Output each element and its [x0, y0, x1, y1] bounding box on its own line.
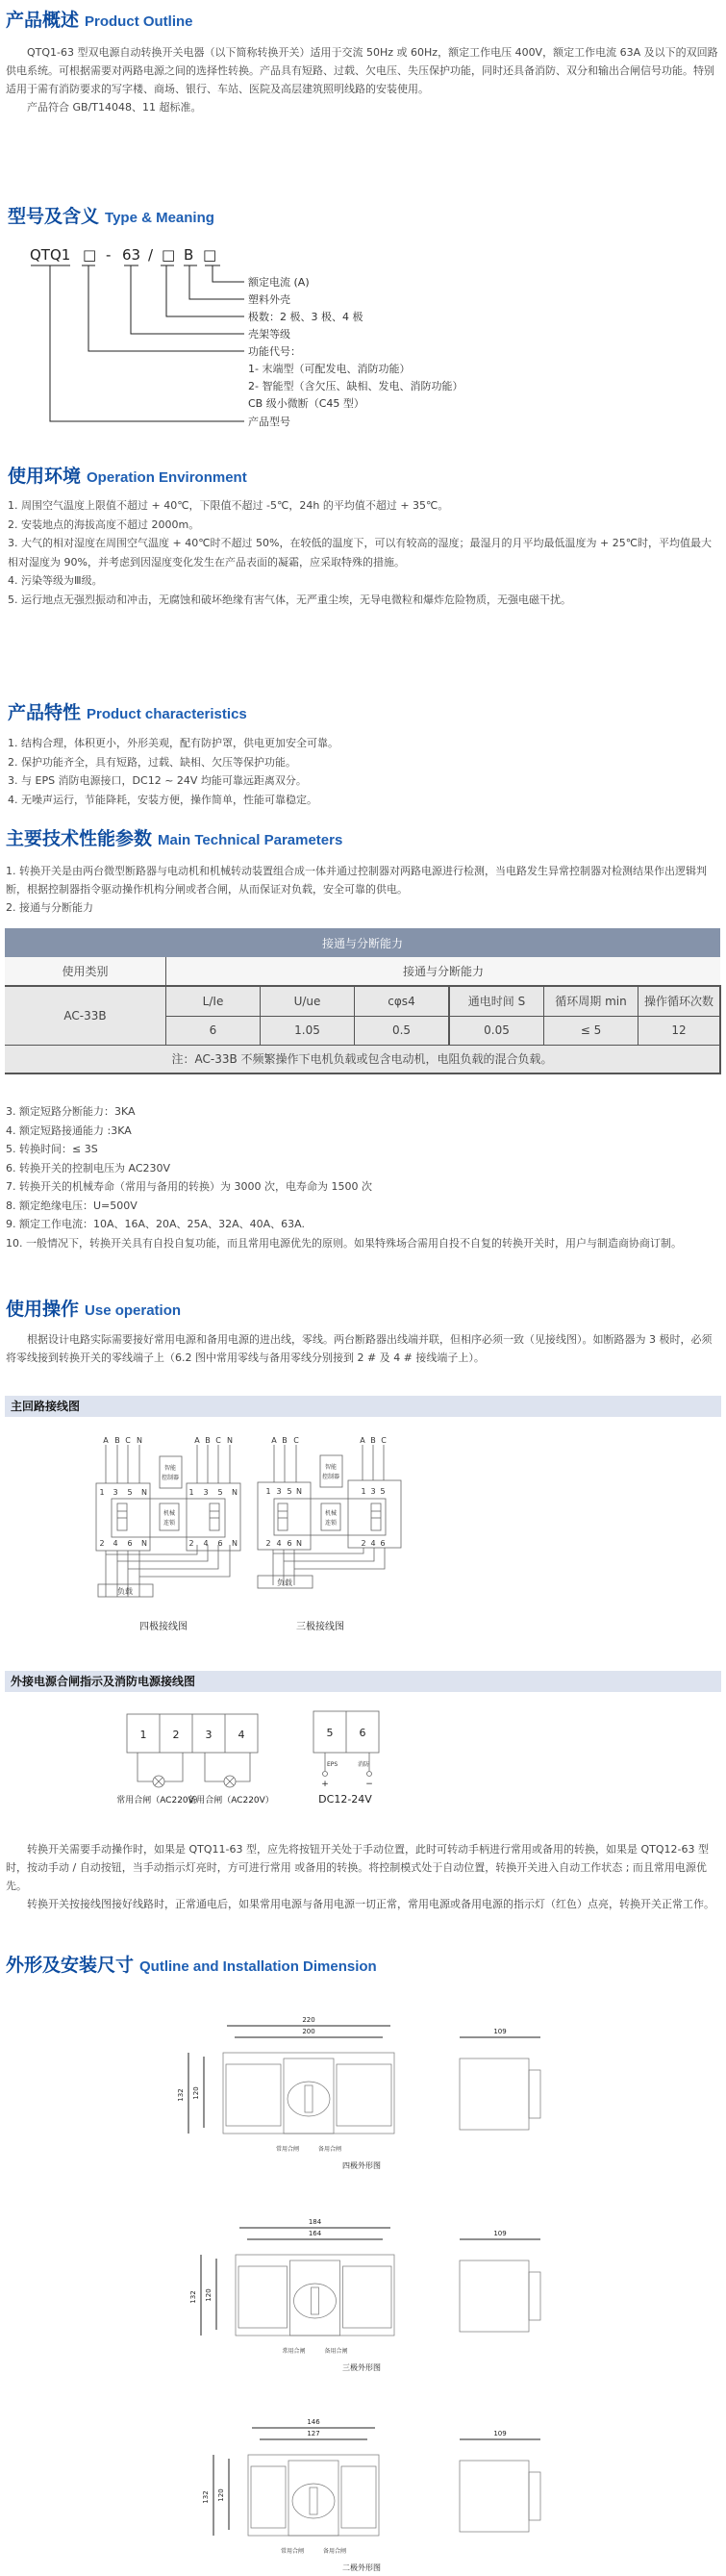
- section-title: [6, 824, 720, 850]
- phase-label: B: [282, 1436, 288, 1445]
- terminal-label: 5: [287, 1487, 292, 1496]
- table-header-cell: U/ue: [261, 986, 355, 1016]
- meaning-text: 功能代号：: [248, 345, 301, 358]
- terminal-label: 6: [287, 1539, 292, 1548]
- interlock-label: 连锁: [324, 1520, 338, 1527]
- phase-label: B: [114, 1436, 120, 1445]
- eps-label: EPS: [327, 1761, 338, 1768]
- controller-label: 控制器: [161, 1475, 180, 1481]
- dimension-drawings: [0, 1982, 726, 2576]
- section-environment: [8, 462, 722, 609]
- title-cn: 外形及安装尺寸: [6, 1955, 135, 1976]
- table-header-cell: 操作循环次数: [638, 986, 721, 1016]
- meaning-text: 壳架等级: [248, 328, 290, 341]
- controller-box: [320, 1455, 342, 1487]
- code-part: /: [148, 246, 154, 264]
- title-en: Product Outline: [85, 13, 193, 30]
- dimension-width: 220: [302, 2016, 315, 2024]
- table-note: 注：AC-33B 不频繁操作下电机负载或包含电动机，电阻负载的混合负载。: [5, 1045, 720, 1073]
- code-part: □: [162, 246, 176, 264]
- type-code-diagram: [0, 240, 500, 442]
- drawing-caption: 二极外形图: [342, 2563, 381, 2572]
- label-backup: 备用合闸: [317, 2146, 342, 2153]
- terminal-label: 3: [113, 1488, 118, 1497]
- operation-notes: [6, 1840, 720, 1913]
- phase-label: A: [360, 1436, 365, 1445]
- technical-item: 7. 转换开关的机械寿命（常用与备用的转换）为 3000 次，电寿命为 1500 次: [6, 1180, 372, 1193]
- operator-module: [288, 2461, 338, 2536]
- outline-standard: 产品符合 GB/T14048、11 超标准。: [27, 101, 202, 114]
- meaning-text: 产品型号: [248, 416, 290, 428]
- side-view-handle: [529, 2070, 540, 2118]
- dc-voltage-label: DC12-24V: [318, 1793, 372, 1806]
- handle-dial: [292, 2484, 335, 2518]
- label-common: 常用合闸: [282, 2348, 306, 2355]
- terminal-label: 5: [217, 1488, 223, 1497]
- environment-item: 3. 大气的相对湿度在周围空气温度 + 40℃时不超过 50%，在较低的温度下，可以有较高的湿度；最湿月的月平均最低温度为 + 25℃时，平均值最大相对湿度为 90%，并考虑到因湿度变化发生在产品表面的凝霜，应采取特殊的措施。: [8, 537, 713, 568]
- title-cn: 产品概述: [6, 10, 80, 31]
- section-title: [6, 6, 720, 32]
- switch-body: [223, 2053, 394, 2134]
- title-en: Operation Environment: [87, 469, 247, 486]
- terminal-label: N: [232, 1488, 238, 1497]
- terminal-label: N: [296, 1487, 302, 1496]
- technical-item: 10. 一般情况下，转换开关具有自投自复功能，而且常用电源优先的原则。如果特殊场合需用自投不自复的转换开关时，用户与制造商协商订制。: [6, 1236, 682, 1250]
- phase-label: N: [227, 1436, 233, 1445]
- characteristic-item: 1. 结构合理，体积更小，外形美观，配有防护罩，供电更加安全可靠。: [8, 737, 338, 749]
- dimension-width: 146: [307, 2418, 320, 2426]
- outline-paragraph: QTQ1-63 型双电源自动转换开关电器（以下简称转换开关）适用于交流 50Hz 或 60Hz，额定工作电压 400V，额定工作电流 63A 及以下的双回路供电系统。可根据需要对两路电源之间的选择性转换。产品具有短路、过载、欠电压、失压保护功能，同时还具备消防、双分和输出合闸信号功能。特别适用于需有消防要求的写字楼、商场、银行、车站、医院及高层建筑照明线路的安装使用。: [6, 46, 718, 95]
- terminal-number: 4: [238, 1729, 245, 1741]
- title-cn: 使用环境: [8, 466, 82, 487]
- environment-item: 5. 运行地点无强烈振动和冲击，无腐蚀和破坏绝缘有害气体，无严重尘埃，无导电微粒和爆炸危险物质，无强电磁干扰。: [8, 593, 571, 606]
- technical-item: 6. 转换开关的控制电压为 AC230V: [6, 1161, 171, 1174]
- operator-module: [284, 2058, 334, 2134]
- side-view-body: [460, 2058, 529, 2130]
- terminal-label: N: [296, 1539, 302, 1548]
- terminal-label: 4: [113, 1539, 118, 1548]
- operation-paragraph: 转换开关按接线图接好线路时，正常通电后，如果常用电源与备用电源一切正常，常用电源或备用电源的指示灯（红色）点亮，转换开关正常工作。: [27, 1898, 714, 1910]
- label-common: 常用合闸: [275, 2146, 300, 2153]
- leader-lines: [31, 265, 244, 421]
- phase-label: B: [205, 1436, 211, 1445]
- lamp-label-backup: 备用合闸（AC220V）: [188, 1796, 274, 1806]
- interlock-label: 连锁: [163, 1520, 176, 1527]
- terminal-number: 1: [139, 1729, 147, 1741]
- breaking-capacity-table: [5, 928, 721, 1074]
- operation-paragraph: 转换开关需要手动操作时，如果是 QTQ11-63 型，应先将按钮开关处于手动位置，此时可转动手柄进行常用或备用的转换，如果是 QTQ12-63 型时，按动手动 / 自动按钮，当手动指示灯亮时，方可进行常用 或备用的转换。将控制模式处于自动位置，转换开关进入自动工作状态 ; 而且常用电源优先。: [6, 1843, 709, 1892]
- label-backup: 备用合闸: [322, 2548, 347, 2555]
- code-part: B: [184, 246, 194, 264]
- title-cn: 产品特性: [8, 702, 82, 723]
- technical-item: 4. 额定短路接通能力 :3KA: [6, 1124, 132, 1137]
- terminal-label: 1: [361, 1487, 366, 1496]
- drawing-caption: 三极外形图: [342, 2363, 381, 2372]
- dimension-mount: 127: [307, 2430, 320, 2437]
- handle-icon: [312, 2287, 319, 2314]
- controller-label: 智能: [324, 1464, 338, 1471]
- environment-item: 1. 周围空气温度上限值不超过 + 40℃，下限值不超过 -5℃，24h 的平均值不超过 + 35℃。: [8, 499, 449, 512]
- characteristic-item: 2. 保护功能齐全，具有短路，过载、缺相、欠压等保护功能。: [8, 755, 296, 769]
- phase-label: B: [370, 1436, 376, 1445]
- drawing-caption: 四极外形图: [342, 2161, 381, 2170]
- operator-module: [290, 2260, 340, 2336]
- operation-paragraph: 根据设计电路实际需要接好常用电源和备用电源的进出线，零线。两台断路器出线端并联，但相序必须一致（见接线图）。如断路器为 3 极时，必须将零线接到转换开关的零线端子上（6.2 图中常用零线与备用零线分别接到 2 # 及 4 # 接线端子上）。: [6, 1333, 713, 1364]
- terminal-label: 4: [203, 1539, 209, 1548]
- dimension-depth: 109: [493, 2230, 507, 2237]
- section-type: [8, 202, 722, 228]
- side-view-body: [460, 2461, 529, 2532]
- meaning-text: CB 级小微断（C45 型）: [248, 397, 364, 410]
- handle-dial: [294, 2284, 337, 2318]
- characteristic-item: 4. 无噪声运行，节能降耗，安装方便，操作简单，性能可靠稳定。: [8, 793, 317, 806]
- plus-sign: +: [321, 1780, 329, 1789]
- terminal-label: 3: [276, 1487, 282, 1496]
- handle-dial: [288, 2082, 330, 2116]
- title-en: Use operation: [85, 1302, 182, 1319]
- dimension-depth: 109: [493, 2028, 507, 2035]
- terminal-label: 2: [265, 1539, 271, 1548]
- terminal-label: 1: [265, 1487, 271, 1496]
- technical-item: 9. 额定工作电流：10A、16A、20A、25A、32A、40A、63A.: [6, 1218, 305, 1230]
- terminal-label: 1: [188, 1488, 194, 1497]
- phase-label: C: [293, 1436, 299, 1445]
- label-backup: 备用合闸: [324, 2348, 348, 2355]
- interlock-label: 机械: [163, 1510, 176, 1517]
- phase-label: C: [381, 1436, 387, 1445]
- terminal-number: 6: [359, 1727, 366, 1739]
- breaker-backup: [341, 2466, 376, 2528]
- code-part: 63: [122, 246, 141, 264]
- section-title: [6, 1951, 720, 1977]
- dimension-width: 184: [308, 2218, 322, 2226]
- interlock-label: 机械: [324, 1510, 338, 1517]
- terminal-label: 6: [217, 1539, 223, 1548]
- title-en: Main Technical Parameters: [158, 832, 343, 848]
- title-cn: 主要技术性能参数: [6, 828, 153, 849]
- phase-label: A: [271, 1436, 277, 1445]
- dimension-mount-height: 120: [217, 2488, 225, 2502]
- terminal-label: 3: [203, 1488, 209, 1497]
- title-en: Product characteristics: [87, 706, 247, 722]
- table-value-cell: 12: [638, 1016, 721, 1045]
- section-outline: [6, 6, 720, 116]
- code-part: QTQ1: [30, 246, 71, 264]
- controller-label: 控制器: [321, 1474, 340, 1480]
- dimension-mount-height: 120: [205, 2288, 213, 2302]
- side-view-body: [460, 2260, 529, 2332]
- terminal-label: N: [141, 1539, 147, 1548]
- section-title: [6, 1295, 720, 1321]
- section-technical: [6, 824, 720, 917]
- terminal-label: 2: [99, 1539, 105, 1548]
- title-en: Qutline and Installation Dimension: [139, 1958, 377, 1975]
- table-header-cell: cφs4: [355, 986, 450, 1016]
- category-cell: AC-33B: [5, 986, 166, 1045]
- breaker-common: [251, 2466, 286, 2528]
- band-external-wiring: 外接电源合闸指示及消防电源接线图: [5, 1671, 721, 1692]
- switch-body: [236, 2255, 394, 2336]
- environment-item: 4. 污染等级为Ⅲ级。: [8, 574, 103, 587]
- table-header-cell: 通电时间 S: [449, 986, 544, 1016]
- terminal-label: 4: [370, 1539, 376, 1548]
- side-view-handle: [529, 2472, 540, 2520]
- terminal-label: 6: [380, 1539, 386, 1548]
- dimension-mount: 164: [308, 2230, 322, 2237]
- header-capacity: 接通与分断能力: [166, 957, 721, 986]
- meaning-text: 极数：2 极、3 极、4 极: [248, 311, 363, 323]
- title-cn: 使用操作: [6, 1299, 80, 1320]
- dimension-depth: 109: [493, 2430, 507, 2437]
- terminal-label: 4: [276, 1539, 282, 1548]
- interlock-frame: [274, 1499, 386, 1535]
- dimension-height: 132: [177, 2088, 185, 2102]
- terminal-label: N: [141, 1488, 147, 1497]
- phase-label: N: [137, 1436, 142, 1445]
- terminal-label: 5: [380, 1487, 386, 1496]
- breaker-backup: [337, 2064, 391, 2126]
- terminal-label: N: [232, 1539, 238, 1548]
- controller-box: [160, 1456, 182, 1488]
- switch-body: [248, 2455, 379, 2536]
- table-caption: 接通与分断能力: [321, 936, 403, 950]
- terminal-label: 2: [361, 1539, 366, 1548]
- dimension-height: 132: [202, 2490, 210, 2504]
- title-en: Type & Meaning: [105, 210, 214, 226]
- fire-label: 消防: [358, 1761, 370, 1768]
- dimension-mount: 200: [302, 2028, 315, 2035]
- phase-label: A: [103, 1436, 109, 1445]
- section-operation: [6, 1295, 720, 1367]
- section-title: [8, 202, 722, 228]
- interlock-frame: [112, 1499, 225, 1537]
- table-header-cell: L/Ie: [166, 986, 261, 1016]
- phase-label: A: [194, 1436, 200, 1445]
- terminal-label: 6: [127, 1539, 133, 1548]
- diagram-caption: 四极接线图: [139, 1622, 188, 1632]
- environment-item: 2. 安装地点的海拔高度不超过 2000m。: [8, 518, 200, 531]
- meaning-text: 2- 智能型（含欠压、缺相、发电、消防功能）: [248, 380, 463, 392]
- handle-icon: [310, 2488, 317, 2514]
- table-value-cell: 6: [166, 1016, 261, 1045]
- technical-item: 8. 额定绝缘电压：U=500V: [6, 1199, 138, 1212]
- main-circuit-diagram: [0, 1433, 726, 1664]
- table-value-cell: 0.05: [449, 1016, 544, 1045]
- technical-item: 5. 转换时间：≤ 3S: [6, 1143, 98, 1155]
- technical-item: 3. 额定短路分断能力：3KA: [6, 1105, 136, 1118]
- code-part: -: [106, 246, 112, 264]
- section-title: [8, 462, 722, 488]
- header-category: 使用类别: [5, 957, 166, 986]
- terminal-label: 5: [127, 1488, 133, 1497]
- load-label: 负载: [117, 1587, 133, 1596]
- section-title: [8, 698, 722, 724]
- technical-list: [6, 1102, 720, 1252]
- title-cn: 型号及含义: [8, 206, 100, 227]
- terminal-label: 3: [370, 1487, 376, 1496]
- breaker-common: [238, 2266, 288, 2328]
- dimension-mount-height: 120: [192, 2086, 200, 2100]
- table-value-cell: ≤ 5: [544, 1016, 638, 1045]
- terminal-label: 1: [99, 1488, 105, 1497]
- controller-label: 智能: [163, 1465, 177, 1472]
- terminal-number: 5: [326, 1727, 334, 1739]
- section-dimension: [6, 1951, 720, 1977]
- diagram-caption: 三极接线图: [296, 1622, 344, 1632]
- lamp-label-common: 常用合闸（AC220V）: [116, 1796, 203, 1806]
- technical-item: 2. 接通与分断能力: [6, 901, 93, 914]
- side-view-handle: [529, 2272, 540, 2320]
- terminal-label: 2: [188, 1539, 194, 1548]
- load-label: 负载: [277, 1578, 292, 1587]
- technical-intro: 1. 转换开关是由两台微型断路器与电动机和机械转动装置组合成一体并通过控制器对两路电源进行检测，当电路发生异常控制器对检测结果作出逻辑判断，根据控制器指令驱动操作机构分闸或者合闸，从而保证对负载，安全可靠的供电。: [6, 865, 707, 896]
- label-common: 常用合闸: [280, 2548, 305, 2555]
- table-header-cell: 循环周期 min: [544, 986, 638, 1016]
- code-part: □: [203, 246, 217, 264]
- breaker-common: [226, 2064, 281, 2126]
- terminal-number: 2: [172, 1729, 180, 1741]
- meaning-text: 额定电流 (A): [248, 276, 310, 289]
- characteristic-item: 3. 与 EPS 消防电源接口，DC12 ~ 24V 均能可靠远距离双分。: [8, 774, 307, 787]
- breaker-backup: [343, 2266, 392, 2328]
- table-value-cell: 1.05: [261, 1016, 355, 1045]
- handle-icon: [305, 2085, 313, 2112]
- section-characteristics: [8, 698, 722, 809]
- external-wiring-diagram: [0, 1703, 726, 1832]
- band-main-circuit: 主回路接线图: [5, 1396, 721, 1417]
- phase-label: C: [125, 1436, 131, 1445]
- minus-sign: −: [365, 1780, 373, 1789]
- code-part: □: [83, 246, 97, 264]
- meaning-text: 塑料外壳: [248, 293, 290, 306]
- meaning-text: 1- 末端型（可配发电、消防功能）: [248, 363, 411, 375]
- table-value-cell: 0.5: [355, 1016, 450, 1045]
- dimension-height: 132: [189, 2290, 197, 2304]
- terminal-number: 3: [205, 1729, 213, 1741]
- phase-label: C: [215, 1436, 221, 1445]
